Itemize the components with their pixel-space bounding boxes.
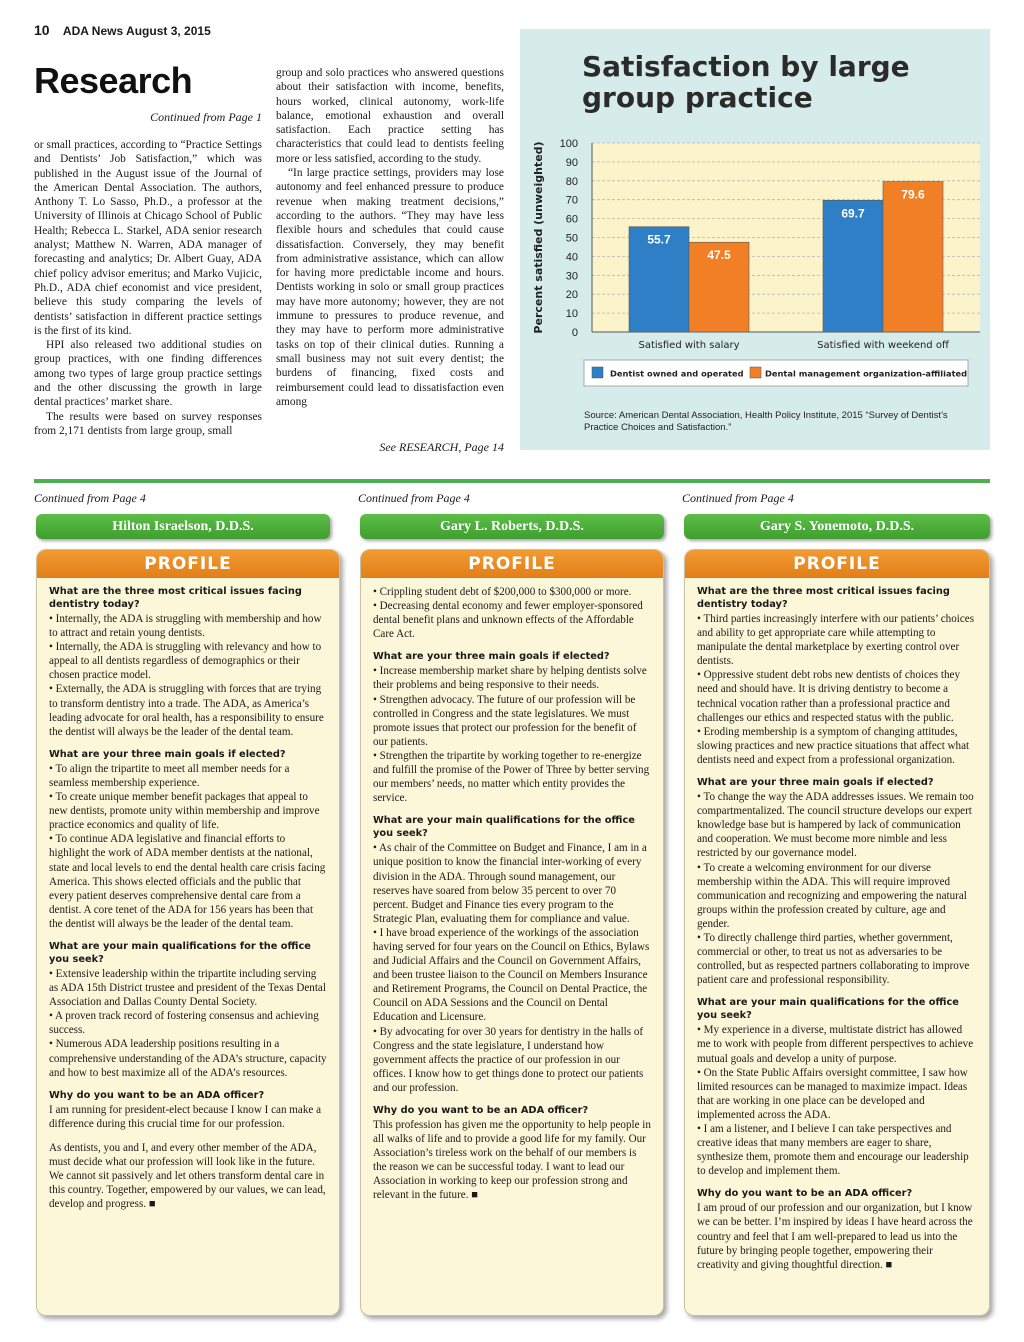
page-folio	[34, 22, 211, 38]
legend-swatch	[592, 367, 603, 378]
chart-title: Satisfaction by large group practice	[582, 50, 910, 114]
profile-answer: • Third parties increasingly interfere with our patients’ choices and ability to get appropriate care while attempting to manipulate the dental marketplace by exerting control over dentists.	[697, 613, 975, 668]
candidate-name-bar: Hilton Israelson, D.D.S.	[36, 514, 330, 539]
article-column-2	[276, 66, 504, 409]
bar-value-label: 47.5	[707, 248, 731, 263]
profile-question: What are the three most critical issues facing dentistry today?	[697, 586, 950, 610]
chart-panel	[520, 29, 990, 450]
legend-swatch	[750, 367, 761, 378]
profile-body	[685, 578, 989, 1272]
profile-question: What are your main qualifications for the office you seek?	[373, 815, 635, 840]
profile-answer: • I have broad experience of the workings of the association having served for four years on the Council on Ethics, Bylaws and Judicial Affairs and the Council on Government Affairs, and been trustee liaison to the Council on Members Insurance and Retirement Programs, the Council on Dental Practice, the Council on ADA Sessions and the Council on Dental Education and Licensure.	[373, 926, 650, 1024]
profile-answer: • I am a listener, and I believe I can take perspectives and creative ideas that many members are eager to share, synthesize them, promote them and encourage our leadership to develop and implement them.	[697, 1123, 969, 1178]
y-tick-label: 10	[565, 308, 578, 321]
profile-continued-from: Continued from Page 4	[34, 491, 146, 505]
x-tick-label: Satisfied with salary	[638, 340, 740, 351]
profile-continued-from: Continued from Page 4	[682, 491, 794, 505]
bar-value-label: 69.7	[841, 206, 865, 221]
section-title: Research	[34, 60, 193, 101]
bar	[883, 182, 943, 332]
profile-answer: • Extensive leadership within the tripartite including serving as ADA 15th District trustee and president of the Texas Dental Association and Dallas County Dental Society.	[49, 967, 326, 1009]
profile-header: PROFILE	[37, 550, 339, 578]
profile-answer: • As chair of the Committee on Budget and Finance, I am in a unique position to know the financial inter-working of every division in the ADA. Through sound management, our reserves have soared from below 35 percent to over 70 percent. Budget and Finance ties every program to the Strategic Plan, evaluating them for compliance and value.	[373, 842, 647, 925]
profile-answer: I am running for president-elect because I know I can make a difference during this crucial time for our profession.	[49, 1103, 321, 1130]
y-tick-label: 50	[565, 232, 578, 245]
section-divider	[34, 479, 990, 483]
profile-question: Why do you want to be an ADA officer?	[697, 1188, 913, 1200]
profile-answer: • Increase membership market share by helping dentists solve their problems and being responsive to their needs.	[373, 665, 647, 692]
profile-answer: This profession has given me the opportunity to help people in all walks of life and to provide a good life for my family. Our Association’s tireless work on the behalf of our members is the reason we can be successful today. I want to lead our Association in working to keep our profession strong and relevant in the future. ■	[373, 1119, 651, 1202]
profile-answer: • Strengthen advocacy. The future of our profession will be controlled in Congress and the state legislatures. We must promote issues that protect our profession for the benefit of our patients.	[373, 693, 637, 748]
profile-question: What are your main qualifications for the office you seek?	[697, 997, 959, 1022]
profile-answer: • Externally, the ADA is struggling with forces that are trying to transform dentistry into a trade. The ADA, as America’s leading advocate for oral health, has a responsibility to ensure the dentist will always be the leader of the dental team.	[49, 683, 324, 738]
y-tick-label: 100	[559, 138, 578, 150]
profile-answer: • Strengthen the tripartite by working together to re-energize and fulfill the promise of the Power of Three by better serving our members’ needs, no matter which entity provides the service.	[373, 749, 650, 805]
candidate-name-bar: Gary S. Yonemoto, D.D.S.	[684, 514, 990, 539]
profile-continued-from: Continued from Page 4	[358, 491, 470, 505]
profile-body	[361, 578, 663, 1203]
legend-label: Dental management organization-affiliated	[765, 368, 968, 379]
profile-answer: • To continue ADA legislative and financial efforts to highlight the work of ADA member dentists at the national, state and local levels to end the dental health care crisis facing America. This shows elected officials and the public that every patient deserves comprehensive dental care from a dentist. A core tenet of the ADA for 156 years has been that the dentist will always be the leader of the dental team.	[49, 833, 326, 930]
candidate-name-bar: Gary L. Roberts, D.D.S.	[360, 514, 664, 539]
profile-answer: • To directly challenge third parties, whether government, commercial or other, to treat us not as adversaries to be controlled, but as respected partners collaborating to improve patient care and professional responsibility.	[697, 931, 970, 987]
y-tick-label: 40	[565, 251, 578, 264]
article-paragraph: or small practices, according to “Practice Settings and Dentists’ Job Satisfaction,” which was published in the August issue of the Journal of the American Dental Association. The authors, Anthony T. Lo Sasso, Ph.D., a professor at the University of Illinois at Chicago School of Public Health; Rebecca L. Starkel, ADA senior research analyst; Matthew N. Warren, ADA manager of forecasting and analytics; Dr. Albert Guay, ADA chief policy advisor emeritus; and Marko Vujicic, Ph.D., ADA chief economist and vice president, believe this study comparing the levels of dentists’ satisfaction in different practice settings is the first of its kind.	[34, 139, 262, 337]
profile-question: Why do you want to be an ADA officer?	[373, 1105, 589, 1116]
profile-answer: I am proud of our profession and our organization, but I know we can be better. I’m inspired by ideas I have heard across the country and feel that I am well-prepared to lead us into the future by bringing people together, empowering their creativity and giving thoughtful direction. ■	[697, 1202, 973, 1271]
jump-reference: See RESEARCH, Page 14	[379, 440, 504, 454]
article-paragraph: HPI also released two additional studies on group practices, with one finding differences among two types of large group practice settings and the other discussing the growth in large dental practices’ market share.	[34, 339, 262, 409]
article-column-1	[34, 138, 262, 438]
profile-answer: • By advocating for over 30 years for dentistry in the halls of Congress and the state legislature, I understand how government affects the practice of our profession in our offices. I know how to get things done to protect our patients and our profession.	[373, 1025, 644, 1094]
profile-answer: As dentists, you and I, and every other member of the ADA, must decide what our profession will look like in the future. We cannot sit passively and let others transform dental care in this country. Together, empowered by our values, we can lead, develop and progress. ■	[49, 1141, 326, 1211]
chart-source: Source: American Dental Association, Health Policy Institute, 2015 “Survey of Dentist’s Practice Choices and Satisfaction.”	[584, 410, 948, 433]
x-tick-label: Satisfied with weekend off	[817, 340, 949, 351]
bar-value-label: 55.7	[647, 232, 671, 247]
profile-body	[37, 578, 339, 1211]
profile-answer: • To change the way the ADA addresses issues. We remain too compartmentalized. The council structure develops our expert knowledge base but is hampered by lack of communication and cooperation. We must become more nimble and less restricted by our governance model.	[697, 791, 974, 860]
profile-answer: • Decreasing dental economy and fewer employer-sponsored dental benefit plans and unknown effects of the Affordable Care Act.	[373, 600, 643, 641]
profile-answer: • On the State Public Affairs oversight committee, I saw how limited resources can be managed to maximize impact. Ideas that are working in one place can be developed and implemented across the ADA.	[697, 1066, 968, 1121]
profile-card	[36, 549, 340, 1316]
legend-label: Dentist owned and operated	[610, 368, 744, 379]
profile-answer: • To create a welcoming environment for our diverse membership within the ADA. This will require improved communication and recognizing and empowering the natural groups within the profession created by culture, age and gender.	[697, 861, 967, 930]
y-tick-label: 20	[565, 289, 578, 302]
bar-chart	[520, 29, 990, 450]
y-tick-label: 70	[565, 194, 578, 207]
profile-answer: • Crippling student debt of $200,000 to $300,000 or more.	[373, 586, 632, 598]
profile-question: What are your three main goals if elected?	[697, 777, 934, 789]
bar-value-label: 79.6	[901, 187, 925, 202]
profile-answer: • Internally, the ADA is struggling with membership and how to attract and retain young dentists.	[49, 613, 322, 640]
profile-answer: • Eroding membership is a symptom of changing attitudes, slowing practices and new practice situations that affect what dentists need and expect from a professional organization.	[697, 725, 970, 766]
profile-card	[684, 549, 990, 1316]
continued-from-note: Continued from Page 1	[150, 110, 262, 124]
article-paragraph: The results were based on survey responses from 2,171 dentists from large group, small	[34, 410, 262, 437]
y-tick-label: 60	[565, 213, 578, 226]
y-tick-label: 0	[571, 327, 578, 339]
profile-question: What are the three most critical issues facing dentistry today?	[49, 586, 302, 610]
article-paragraph: “In large practice settings, providers may lose autonomy and feel enhanced pressure to produce revenue when making treatment decisions,” according to the authors. “They may have less flexible hours and schedules that could cause dissatisfaction. Conversely, they may benefit from administrative assistance, which can allow for having more predictable income and hours. Dentists working in solo or small group practices may have more autonomy; however, they are not immune to pressures to produce revenue, and they may have to perform more administrative tasks on top of their clinical duties. Running a small business may not suit every dentist; the burdens of financing, fixed costs and reimbursement could lead to dissatisfaction even among	[276, 167, 504, 408]
profile-answer: • My experience in a diverse, multistate district has allowed me to work with people from different perspectives to achieve mutual goals and develop a unity of purpose.	[697, 1024, 974, 1065]
profile-question: What are your three main goals if elected?	[373, 651, 610, 663]
profile-question: What are your three main goals if elected?	[49, 748, 286, 760]
y-tick-label: 80	[565, 175, 578, 188]
page-number: 10	[34, 22, 50, 38]
y-tick-label: 30	[565, 270, 578, 283]
profile-header: PROFILE	[361, 550, 663, 578]
profile-question: What are your main qualifications for the office you seek?	[49, 940, 311, 965]
y-tick-label: 90	[565, 156, 578, 169]
profile-answer: • To align the tripartite to meet all member needs for a seamless membership experience.	[49, 762, 290, 789]
y-axis-label: Percent satisfied (unweighted)	[532, 141, 545, 334]
profile-header: PROFILE	[685, 550, 989, 578]
profile-card	[360, 549, 664, 1316]
profile-answer: • To create unique member benefit packages that appeal to new dentists, promote unity within membership and improve practice economics and quality of life.	[49, 791, 320, 832]
profile-answer: • Oppressive student debt robs new dentists of choices they need and should have. It is driving dentistry to become a technical vocation rather than a professional practice and challenges our ethics and respected status with the public.	[697, 669, 960, 724]
profile-question: Why do you want to be an ADA officer?	[49, 1089, 265, 1101]
profile-answer: • Numerous ADA leadership positions resulting in a comprehensive understanding of the ADA’s structure, capacity and how to best maximize all of the ADA’s resources.	[49, 1038, 327, 1079]
profile-answer: • A proven track record of fostering consensus and achieving success.	[49, 1010, 319, 1037]
article-paragraph: group and solo practices who answered questions about their satisfaction with income, benefits, hours worked, clinical autonomy, work-life balance, emotional exhaustion and overall satisfaction. Each practice setting has characteristics that could lead to dentists feeling more or less satisfied, according to the study.	[276, 67, 504, 165]
profile-answer: • Internally, the ADA is struggling with relevancy and how to appeal to all dentists regardless of demographics or their chosen practice model.	[49, 641, 322, 682]
publication-line: ADA News August 3, 2015	[62, 24, 211, 38]
